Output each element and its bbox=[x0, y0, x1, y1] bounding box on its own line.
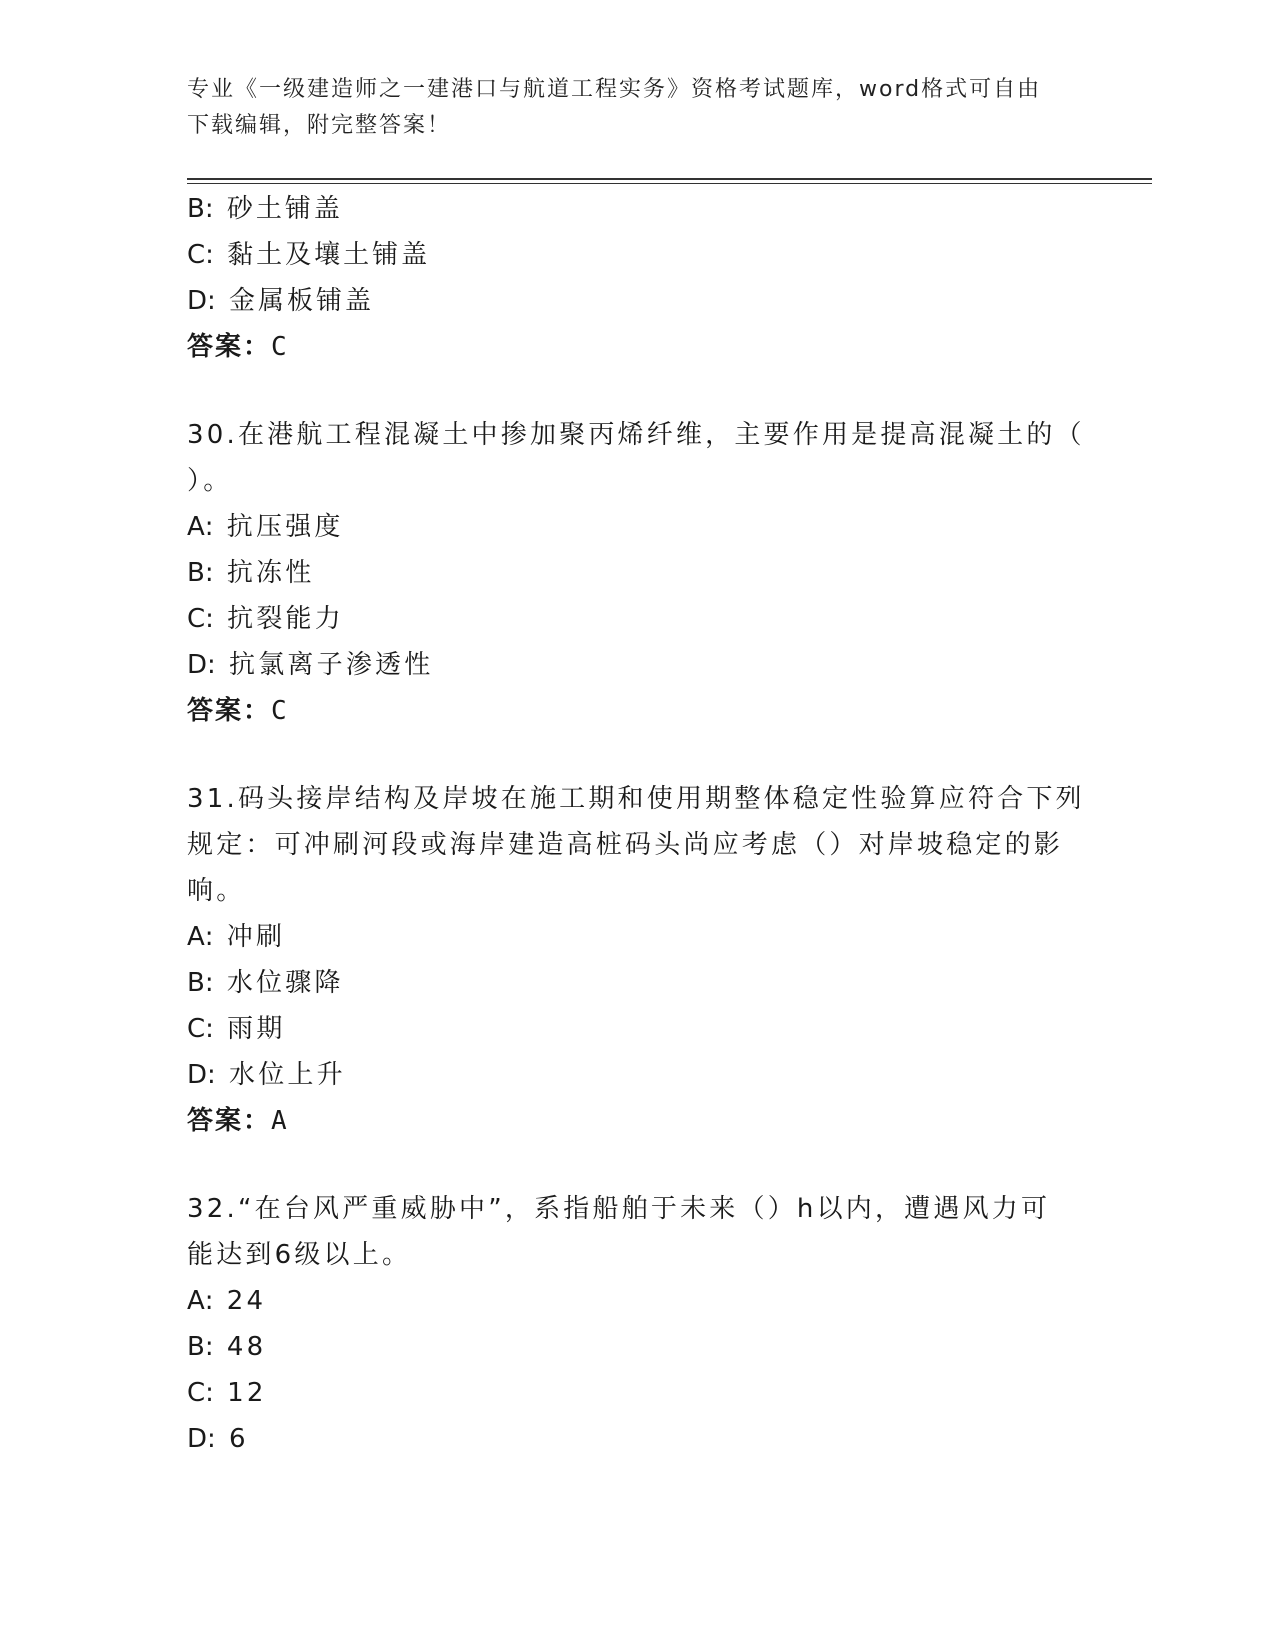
header-line-1: 专业《一级建造师之一建港口与航道工程实务》资格考试题库，word格式可自由 bbox=[187, 77, 1042, 102]
answer-line: 答案：C bbox=[187, 696, 287, 726]
answer-line: 答案：A bbox=[187, 1106, 287, 1136]
question-text-line: 规定：可冲刷河段或海岸建造高桩码头尚应考虑（）对岸坡稳定的影 bbox=[187, 830, 1064, 860]
option-b: B: 抗冻性 bbox=[187, 558, 315, 588]
header-rule-thick bbox=[187, 178, 1152, 180]
option-a: A: 冲刷 bbox=[187, 922, 286, 952]
question-30 bbox=[187, 412, 1087, 734]
option-a: A: 抗压强度 bbox=[187, 512, 344, 542]
option-d: D: 水位上升 bbox=[187, 1060, 346, 1090]
document-header bbox=[187, 72, 1067, 144]
question-text-line: 32.“在台风严重威胁中”，系指船舶于未来（）h以内，遭遇风力可 bbox=[187, 1194, 1051, 1224]
option-d: D: 抗氯离子渗透性 bbox=[187, 650, 434, 680]
question-text-line: 能达到6级以上。 bbox=[187, 1240, 412, 1270]
option-b: B: 砂土铺盖 bbox=[187, 194, 343, 224]
header-rule-thin bbox=[187, 183, 1152, 184]
option-d: D: 金属板铺盖 bbox=[187, 286, 375, 316]
question-32 bbox=[187, 1186, 1087, 1462]
answer-line: 答案：C bbox=[187, 332, 287, 362]
option-c: C: 抗裂能力 bbox=[187, 604, 344, 634]
question-31 bbox=[187, 776, 1087, 1144]
option-b: B: 48 bbox=[187, 1332, 267, 1362]
previous-question-tail bbox=[187, 186, 1087, 370]
option-c: C: 12 bbox=[187, 1378, 267, 1408]
option-d: D: 6 bbox=[187, 1424, 249, 1454]
question-text-line: 31.码头接岸结构及岸坡在施工期和使用期整体稳定性验算应符合下列 bbox=[187, 784, 1085, 814]
option-c: C: 雨期 bbox=[187, 1014, 286, 1044]
header-line-2: 下载编辑，附完整答案！ bbox=[187, 113, 452, 138]
option-a: A: 24 bbox=[187, 1286, 267, 1316]
question-content bbox=[187, 186, 1087, 1462]
option-b: B: 水位骤降 bbox=[187, 968, 344, 998]
question-text-line: ）。 bbox=[187, 466, 233, 496]
question-text-line: 30.在港航工程混凝土中掺加聚丙烯纤维，主要作用是提高混凝土的（ bbox=[187, 420, 1085, 450]
option-c: C: 黏土及壤土铺盖 bbox=[187, 240, 431, 270]
question-text-line: 响。 bbox=[187, 876, 246, 906]
